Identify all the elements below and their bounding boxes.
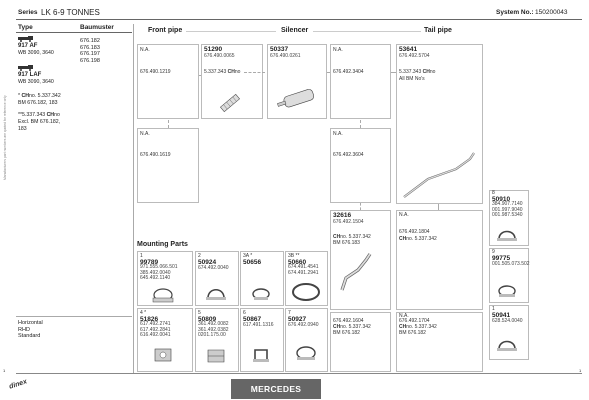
- note-1-bm: BM 676.182, 183: [18, 100, 58, 106]
- part-number: 50927: [288, 316, 307, 323]
- na-label: N.A.: [140, 131, 150, 137]
- front-pipe-box-1[interactable]: [137, 44, 199, 119]
- clamp-image: [205, 284, 227, 302]
- part-number: 50337: [270, 46, 289, 53]
- part-codes: 384.907.7140 001.997.9040 001.987.5340: [492, 201, 523, 218]
- clamp-image: [496, 336, 518, 352]
- part-number: 50660: [288, 259, 307, 266]
- bm-note: BM 676.182: [399, 330, 426, 336]
- model-917af: 917 AF: [18, 43, 38, 49]
- system-label: System No.:: [496, 9, 534, 16]
- left-divider: [133, 24, 134, 374]
- part-number: 50941: [492, 312, 511, 319]
- part-code: 674.492.0040: [198, 265, 229, 271]
- connector: [327, 72, 330, 73]
- note-1: * CHno. 5.337.342: [18, 93, 61, 99]
- oe-number: 676.492.1704: [399, 318, 430, 324]
- section-silencer: Silencer: [281, 27, 309, 34]
- note-2: **5.337.343 CHno: [18, 112, 60, 118]
- part-number: 50809: [198, 316, 217, 323]
- na-label: N.A.: [140, 47, 150, 53]
- part-codes: 361.492.0082 361.492.0382 0201.175.00: [198, 321, 229, 338]
- part-number: 51290: [204, 46, 223, 53]
- mount-index: 1: [492, 306, 495, 312]
- part-number: 53641: [399, 46, 418, 53]
- mount-index: 7: [288, 310, 291, 316]
- clamp-image: [250, 286, 272, 302]
- section-tail-pipe: Tail pipe: [424, 27, 452, 34]
- na-label: N.A.: [399, 212, 409, 218]
- flex-pipe-image: [218, 93, 242, 113]
- footer-rule: [16, 373, 582, 374]
- oe-number: 676.492.1804: [399, 229, 430, 235]
- part-code: 617.491.1316: [243, 322, 274, 328]
- bracket-image: [205, 346, 227, 366]
- part-number: 50910: [492, 196, 511, 203]
- clamp-image: [294, 343, 318, 363]
- baumuster-item: 676.197: [80, 51, 100, 57]
- note-2-excl: Excl. BM 676.182,: [18, 119, 61, 125]
- mount-index: 5: [198, 310, 201, 316]
- connector: [391, 72, 396, 73]
- disclaimer-side-text: Manufacturers part numbers are quoted for reference only: [3, 95, 7, 180]
- header-connector: [313, 31, 421, 32]
- truck-icon: [18, 36, 34, 42]
- clamp-image: [496, 226, 518, 242]
- series-label: Series: [18, 9, 38, 16]
- model-917af-wb: WB 3090, 3640: [18, 50, 54, 56]
- brand-banner: MERCEDES: [231, 379, 321, 399]
- connector: [438, 204, 439, 210]
- part-code: 628.524.0040: [492, 318, 523, 324]
- oe-number: 676.492.3404: [333, 69, 364, 75]
- model-917laf: 917 LAF: [18, 72, 42, 78]
- left-header-rule: [16, 32, 132, 33]
- na-label: N.A.: [399, 313, 409, 319]
- part-codes: 617.492.2741 617.492.2841 616.492.0041: [140, 321, 171, 338]
- chassis-note: 5.337.343 CHno: [204, 69, 241, 75]
- part-number: 50924: [198, 259, 217, 266]
- part-code: 676.492.5704: [399, 53, 430, 59]
- band-clamp-image: [290, 280, 322, 304]
- mount-index: 8: [492, 190, 495, 196]
- clamp-image: [150, 286, 176, 304]
- page-number-right: 1: [579, 368, 582, 373]
- mount-index: 1: [140, 253, 143, 259]
- section-front-pipe: Front pipe: [148, 27, 183, 34]
- baumuster-list: [80, 38, 100, 64]
- tail-pipe-oe-box[interactable]: [330, 128, 391, 203]
- baumuster-item: 676.183: [80, 44, 100, 51]
- part-number: 50867: [243, 316, 262, 323]
- mount-index: 3A *: [243, 253, 253, 259]
- tail-pipe-image: [398, 145, 480, 203]
- mount-index: 2: [198, 253, 201, 259]
- clamp-image: [496, 283, 518, 299]
- chassis-note: 5.337.343 CHno: [399, 69, 436, 75]
- note-2-bm: 183: [18, 126, 27, 132]
- header-rule: [16, 19, 582, 20]
- baumuster-item: 676.198: [80, 57, 100, 64]
- connector: [360, 120, 361, 128]
- part-number: 99789: [140, 259, 159, 266]
- section-mounting-parts: Mounting Parts: [137, 241, 188, 248]
- bm-note: BM 676.183: [333, 240, 360, 246]
- connector: [199, 75, 201, 76]
- mount-index: 4 *: [140, 310, 147, 316]
- oe-number: 676.490.1619: [140, 152, 171, 158]
- part-number: 50656: [243, 259, 262, 266]
- connector: [360, 203, 361, 210]
- part-codes: 674.491.4541 674.491.2941: [288, 264, 319, 276]
- part-code: 676.490.0065: [204, 53, 235, 59]
- chassis-note: CHno. 5.337.342: [333, 234, 371, 240]
- bm-note: BM 676.182: [333, 330, 360, 336]
- part-code: 676.492.1504: [333, 219, 364, 225]
- part-codes: 971.555.066.501 385.492.0040 645.492.1140: [140, 264, 178, 281]
- model-917laf-wb: WB 3090, 3640: [18, 79, 54, 85]
- oe-number: 676.492.1604: [333, 318, 364, 324]
- chassis-note: CHno. 5.337.342: [399, 324, 437, 330]
- tail-pipe-oe-box-1804[interactable]: [396, 210, 483, 310]
- page-number-left: 1: [3, 368, 6, 373]
- system-value: 150200043: [535, 9, 568, 16]
- part-code: 001.505.073.502: [492, 261, 530, 267]
- part-code: 676.490.0261: [270, 53, 301, 59]
- mount-index: 9: [492, 249, 495, 255]
- all-bm-note: All BM No's: [399, 76, 425, 82]
- bracket-image: [252, 346, 270, 364]
- silencer-oe-box[interactable]: [330, 44, 391, 119]
- dinex-logo: dinex: [8, 378, 28, 391]
- truck-icon: [18, 65, 34, 71]
- silencer-image: [276, 84, 320, 114]
- oe-number: 676.492.3604: [333, 152, 364, 158]
- mount-index: 6: [243, 310, 246, 316]
- tail-pipe-bend-image: [336, 250, 376, 294]
- chassis-note: CHno. 5.337.342: [333, 324, 371, 330]
- connector: [244, 72, 265, 73]
- oe-number: 676.490.1219: [140, 69, 171, 75]
- hanger-image: [152, 346, 174, 366]
- baumuster-label: Baumuster: [80, 24, 114, 31]
- part-number: 99775: [492, 255, 511, 262]
- mount-index: 3B **: [288, 253, 300, 259]
- part-number: 51826: [140, 316, 159, 323]
- header-connector: [186, 31, 276, 32]
- series-value: LK 6-9 TONNES: [41, 8, 100, 17]
- part-code: 676.492.0940: [288, 322, 319, 328]
- chassis-note: CHno. 5.337.342: [399, 236, 437, 242]
- orientation-info: Horizontal RHD Standard: [18, 320, 43, 339]
- front-pipe-box-2[interactable]: [137, 128, 199, 203]
- type-label: Type: [18, 24, 33, 31]
- na-label: N.A.: [333, 47, 343, 53]
- baumuster-item: 676.182: [80, 38, 100, 44]
- part-number: 32616: [333, 212, 352, 219]
- na-label: N.A.: [333, 131, 343, 137]
- orientation-rule: [16, 316, 132, 317]
- connector: [168, 120, 169, 128]
